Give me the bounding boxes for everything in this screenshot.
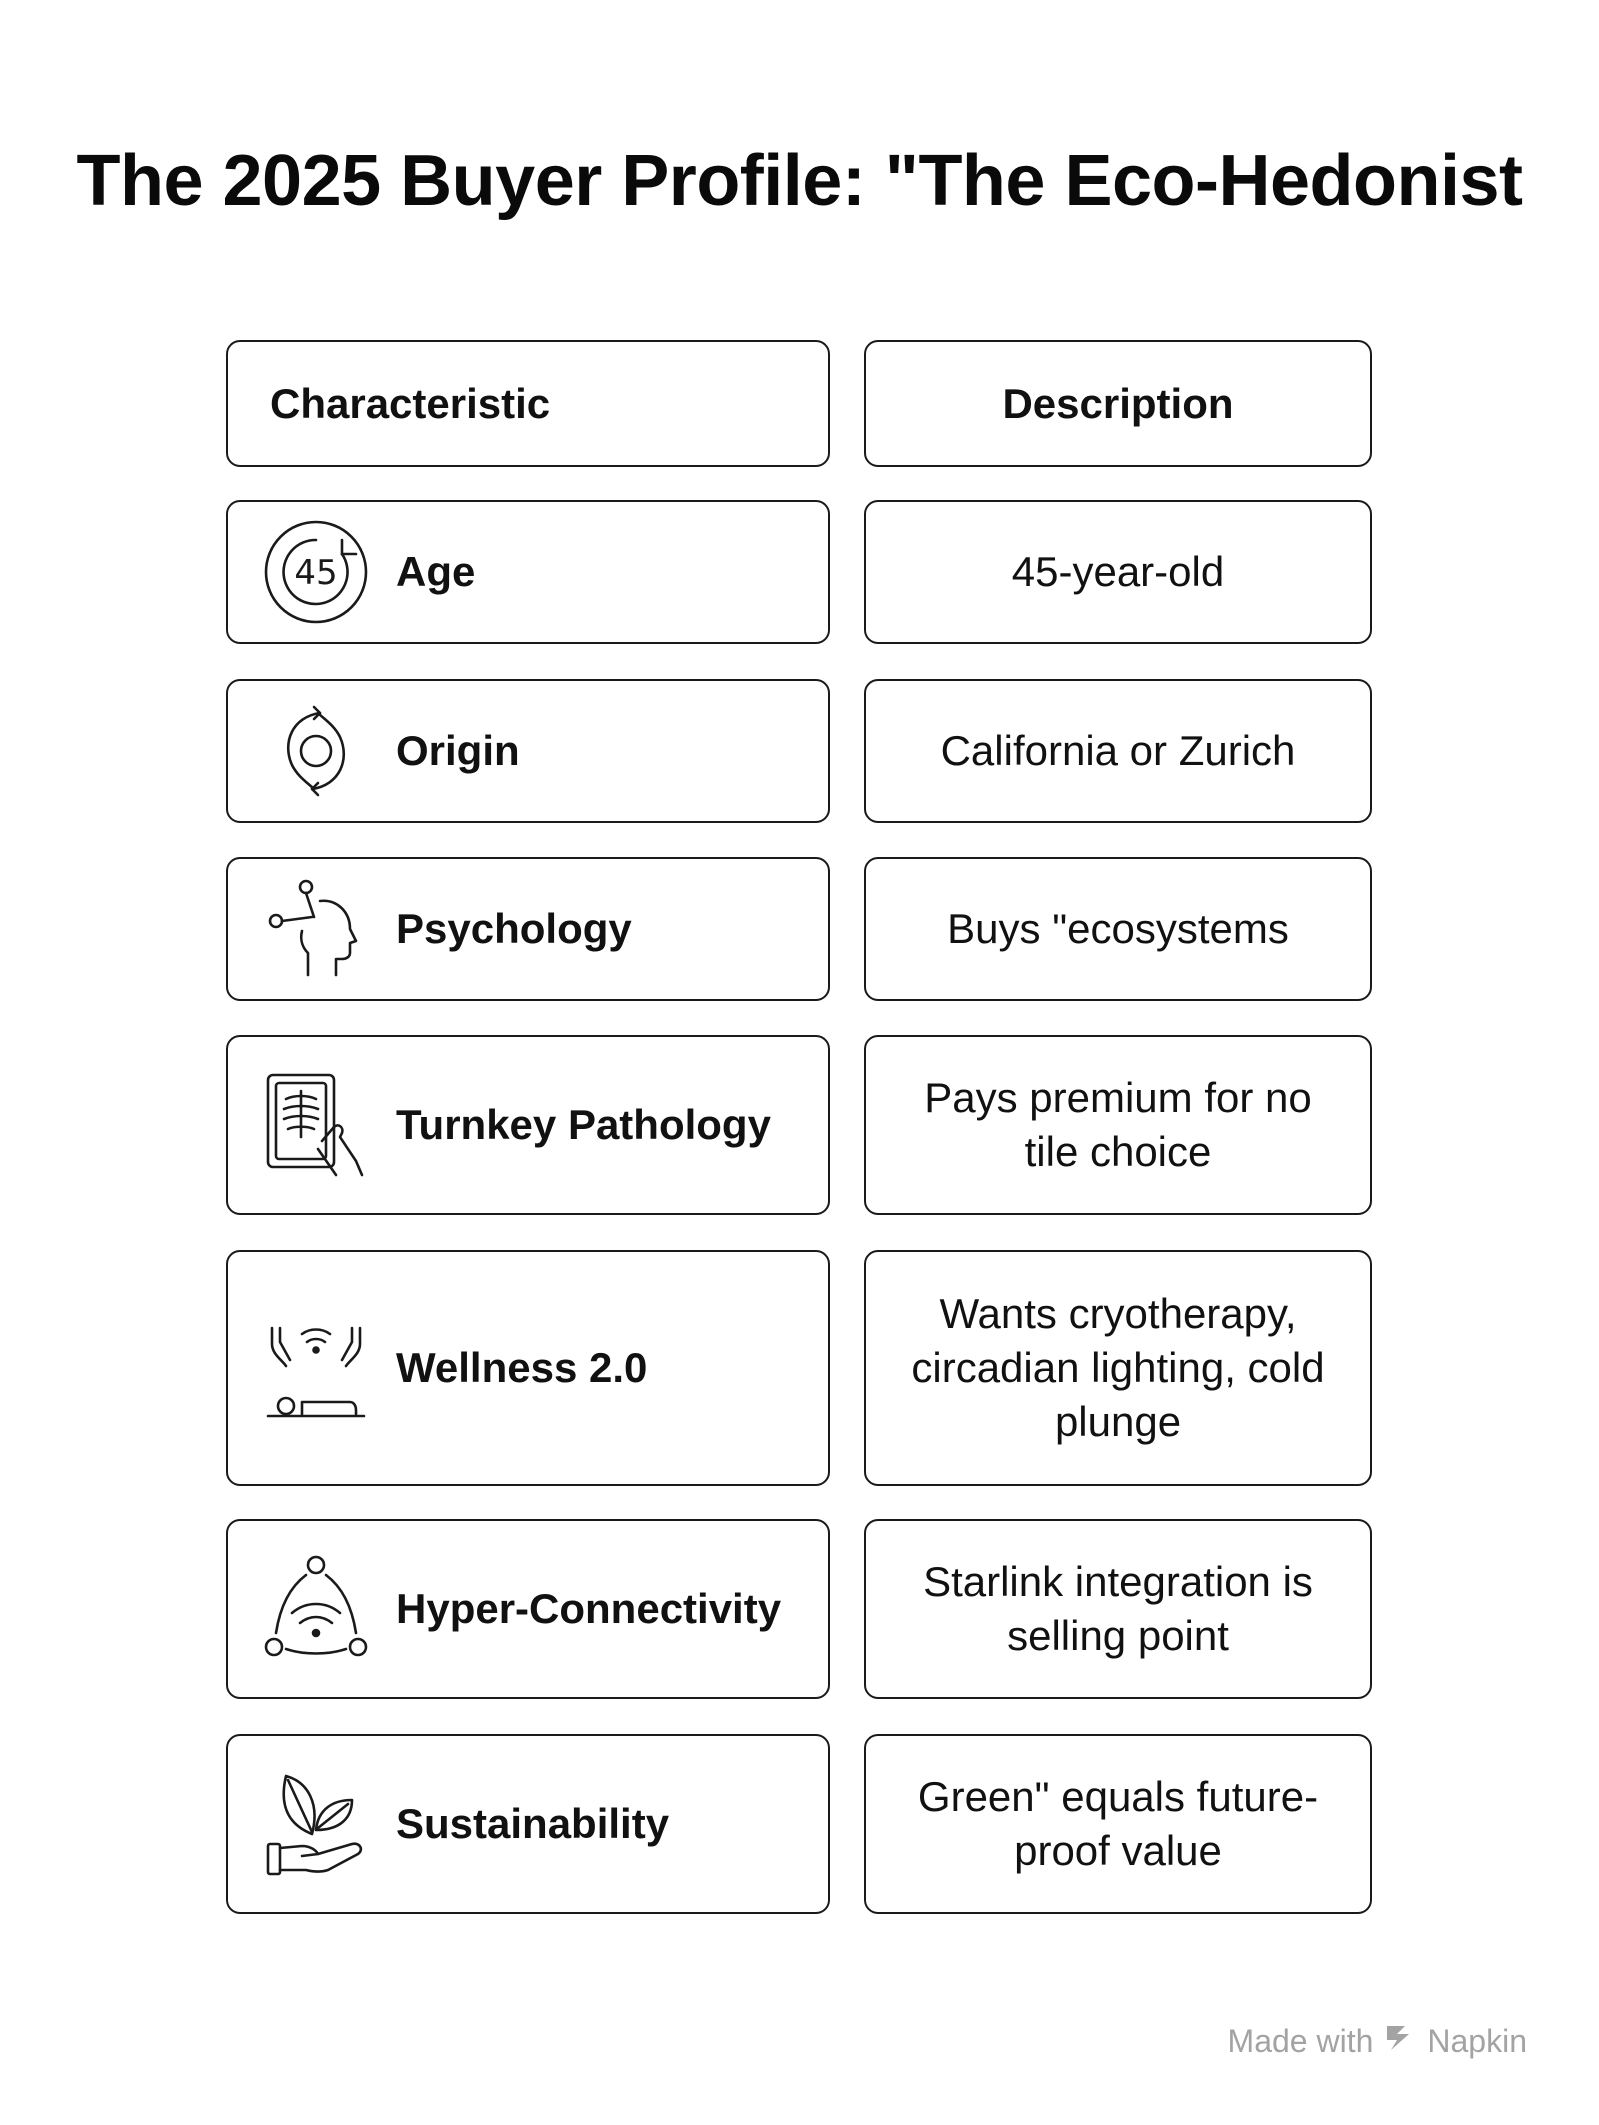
row-wellness-label: Wellness 2.0 <box>396 1344 648 1391</box>
row-age-label: Age <box>396 548 476 595</box>
origin-cycle-icon <box>262 697 370 805</box>
row-origin-label: Origin <box>396 727 520 774</box>
row-sustainability-desc: Green" equals future-proof value <box>917 1773 1319 1874</box>
row-origin-description <box>864 679 1372 823</box>
wellness-spa-icon <box>262 1314 370 1422</box>
napkin-logo-icon <box>1383 2020 1417 2062</box>
row-psychology-desc: Buys "ecosystems <box>947 905 1289 952</box>
row-turnkey-characteristic <box>226 1035 830 1215</box>
row-sustainability-label: Sustainability <box>396 1800 670 1847</box>
row-age-description <box>864 500 1372 644</box>
row-connectivity-desc: Starlink integration is selling point <box>923 1558 1313 1659</box>
row-psychology-description <box>864 857 1372 1001</box>
row-connectivity-label: Hyper-Connectivity <box>396 1585 782 1632</box>
svg-text:45: 45 <box>294 553 338 593</box>
row-sustainability-characteristic <box>226 1734 830 1914</box>
row-turnkey-description <box>864 1035 1372 1215</box>
psychology-head-icon <box>262 875 370 983</box>
header-characteristic <box>226 340 830 467</box>
hand-leaf-icon <box>262 1770 370 1878</box>
watermark <box>1228 2020 1527 2062</box>
page-title: The 2025 Buyer Profile: "The Eco-Hedonist <box>76 141 1523 221</box>
row-origin-characteristic <box>226 679 830 823</box>
watermark-brand: Napkin <box>1427 2022 1527 2059</box>
row-turnkey-label: Turnkey Pathology <box>396 1101 771 1148</box>
row-origin-desc: California or Zurich <box>940 727 1296 774</box>
age-45-icon <box>262 518 370 626</box>
header-characteristic-label: Characteristic <box>270 379 551 427</box>
header-description <box>864 340 1372 467</box>
row-connectivity-characteristic <box>226 1519 830 1699</box>
network-wifi-icon <box>262 1555 370 1663</box>
row-turnkey-desc: Pays premium for no tile choice <box>924 1074 1312 1175</box>
row-wellness-desc: Wants cryotherapy, circadian lighting, cold plunge <box>911 1290 1325 1445</box>
tablet-touch-icon <box>262 1071 370 1179</box>
row-psychology-label: Psychology <box>396 905 632 952</box>
row-wellness-characteristic <box>226 1250 830 1486</box>
row-age-desc: 45-year-old <box>1011 548 1225 595</box>
row-psychology-characteristic <box>226 857 830 1001</box>
row-sustainability-description <box>864 1734 1372 1914</box>
row-wellness-description <box>864 1250 1372 1486</box>
row-connectivity-description <box>864 1519 1372 1699</box>
watermark-prefix: Made with <box>1227 2022 1374 2059</box>
row-age-characteristic <box>226 500 830 644</box>
header-description-label: Description <box>1002 379 1234 427</box>
